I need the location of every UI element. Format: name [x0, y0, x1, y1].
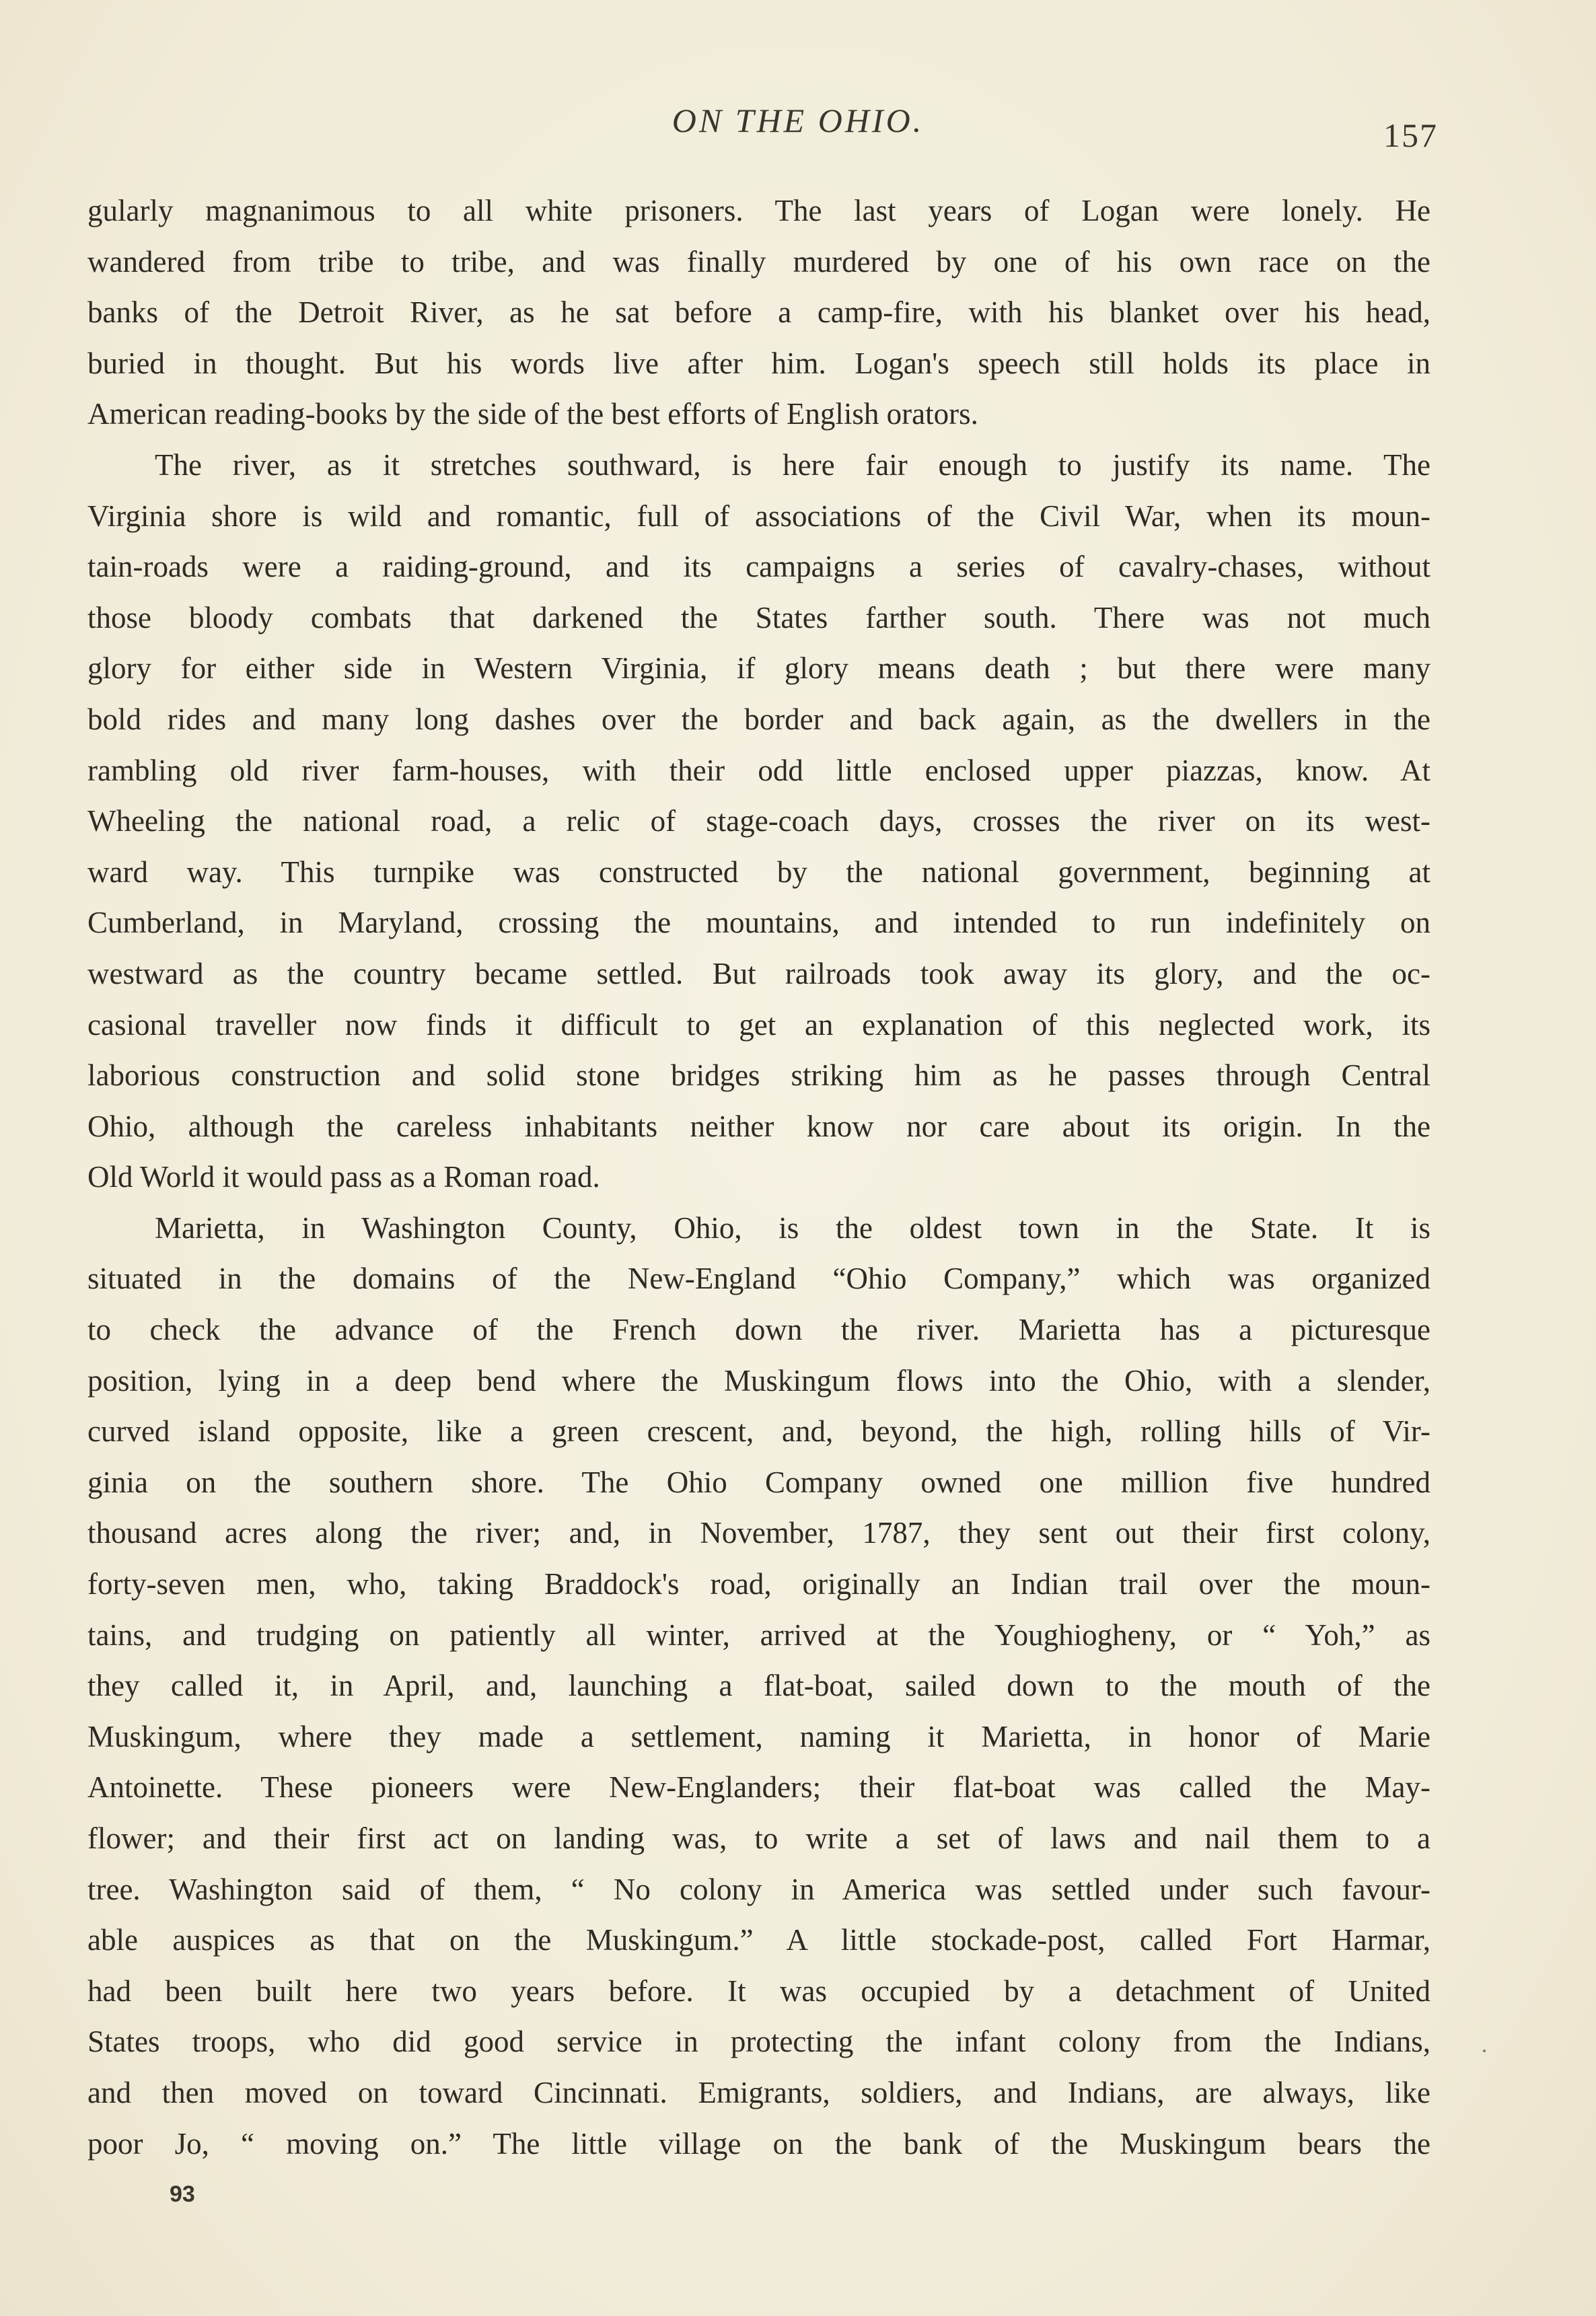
signature-mark: 93 [170, 2181, 195, 2207]
text-line: forty-seven men, who, taking Braddock's road, originally an Indian trail over the moun- [87, 1567, 1430, 1601]
text-line: Virginia shore is wild and romantic, full of associations of the Civil War, when its moun- [87, 499, 1430, 533]
text-line: tree. Washington said of them, “ No colony in America was settled under such favour- [87, 1872, 1430, 1906]
text-line: curved island opposite, like a green crescent, and, beyond, the high, rolling hills of Vir- [87, 1414, 1430, 1449]
text-line: Muskingum, where they made a settlement, naming it Marietta, in honor of Marie [87, 1719, 1430, 1753]
text-line: situated in the domains of the New-England “Ohio Company,” which was organized [87, 1262, 1430, 1296]
text-line: thousand acres along the river; and, in November, 1787, they sent out their first colony, [87, 1516, 1430, 1550]
text-line: Marietta, in Washington County, Ohio, is the oldest town in the State. It is [155, 1210, 1430, 1245]
text-line: laborious construction and solid stone bridges striking him as he passes through Central [87, 1058, 1430, 1093]
text-line: ward way. This turnpike was constructed by the national government, beginning at [87, 855, 1430, 889]
paper-speck [1483, 2050, 1486, 2052]
text-line: casional traveller now finds it difficult to get an explanation of this neglected work, its [87, 1007, 1430, 1042]
body-text [87, 186, 1430, 2169]
text-line: tains, and trudging on patiently all winter, arrived at the Youghiogheny, or “ Yoh,” as [87, 1618, 1430, 1652]
text-line: able auspices as that on the Muskingum.” A little stockade-post, called Fort Harmar, [87, 1923, 1430, 1957]
text-line: Old World it would pass as a Roman road. [87, 1160, 600, 1194]
text-line: Wheeling the national road, a relic of stage-coach days, crosses the river on its west- [87, 804, 1430, 838]
running-head: ON THE OHIO. [672, 102, 924, 139]
text-line: Cumberland, in Maryland, crossing the mountains, and intended to run indefinitely on [87, 906, 1430, 940]
text-line: glory for either side in Western Virginia, if glory means death ; but there were many [87, 651, 1430, 686]
text-line: to check the advance of the French down the river. Marietta has a picturesque [87, 1313, 1430, 1347]
text-line: States troops, who did good service in protecting the infant colony from the Indians, [87, 2025, 1430, 2059]
text-line: buried in thought. But his words live after him. Logan's speech still holds its place in [87, 346, 1430, 380]
text-line: rambling old river farm-houses, with their odd little enclosed upper piazzas, know. At [87, 753, 1430, 787]
text-line: had been built here two years before. It was occupied by a detachment of United [87, 1974, 1430, 2008]
text-line: those bloody combats that darkened the States farther south. There was not much [87, 600, 1430, 635]
text-line: Antoinette. These pioneers were New-Englanders; their flat-boat was called the May- [87, 1770, 1430, 1805]
text-line: wandered from tribe to tribe, and was finally murdered by one of his own race on the [87, 244, 1430, 279]
text-line: they called it, in April, and, launching a flat-boat, sailed down to the mouth of the [87, 1669, 1430, 1703]
text-line: American reading-books by the side of the best efforts of English orators. [87, 397, 978, 431]
text-line: gularly magnanimous to all white prisoners. The last years of Logan were lonely. He [87, 194, 1430, 227]
text-line: westward as the country became settled. But railroads took away its glory, and the oc- [87, 956, 1430, 990]
text-line: poor Jo, “ moving on.” The little village on the bank of the Muskingum bears the [87, 2126, 1430, 2161]
text-line: tain-roads were a raiding-ground, and its campaigns a series of cavalry-chases, without [87, 550, 1430, 584]
text-line: Ohio, although the careless inhabitants neither know nor care about its origin. In the [87, 1109, 1430, 1143]
text-line: The river, as it stretches southward, is here fair enough to justify its name. The [155, 447, 1430, 482]
text-line: position, lying in a deep bend where the Muskingum flows into the Ohio, with a slender, [87, 1363, 1430, 1398]
text-line: flower; and their first act on landing was, to write a set of laws and nail them to a [87, 1821, 1430, 1855]
text-line: and then moved on toward Cincinnati. Emigrants, soldiers, and Indians, are always, like [87, 2075, 1430, 2109]
text-line: ginia on the southern shore. The Ohio Company owned one million five hundred [87, 1465, 1430, 1499]
text-line: bold rides and many long dashes over the border and back again, as the dwellers in the [87, 702, 1430, 736]
text-line: banks of the Detroit River, as he sat before a camp-fire, with his blanket over his head, [87, 295, 1430, 330]
page-number: 157 [1383, 116, 1438, 154]
